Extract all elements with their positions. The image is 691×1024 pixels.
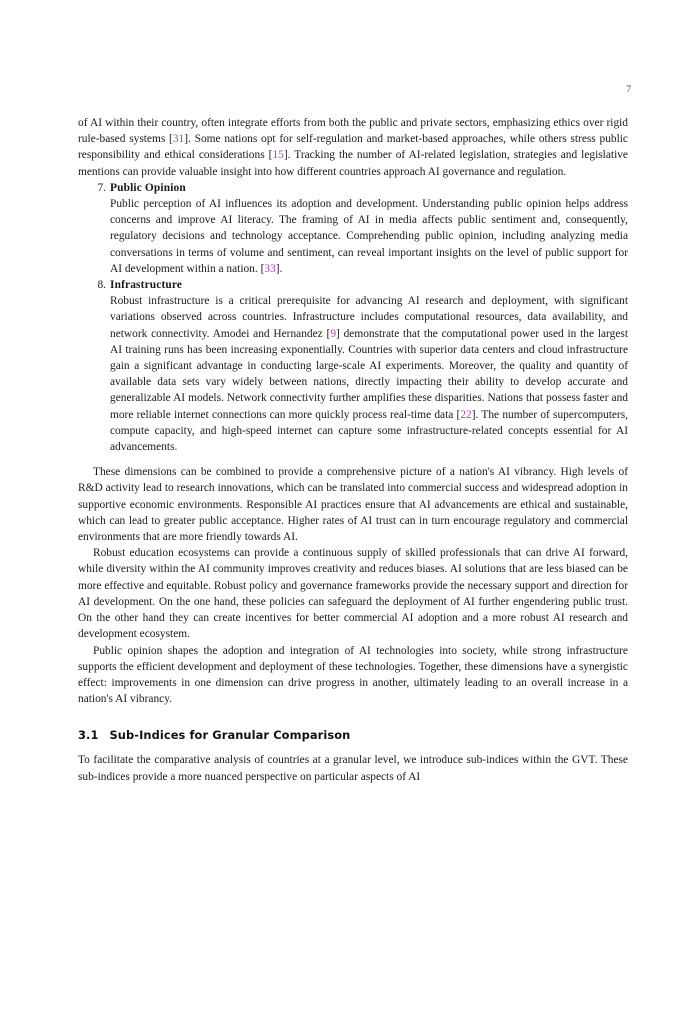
continued-text-part-2: . Some nations opt for self-regulation and market-based approaches, while others stress public responsibility and ethical considerations bbox=[78, 133, 628, 162]
spacer bbox=[78, 707, 628, 727]
continued-text-part-1: of AI within their country, often integrate efforts from both the public and private sectors, emphasizing ethics over rigid rule-based systems bbox=[78, 117, 628, 146]
citation-number: 22 bbox=[460, 408, 472, 421]
list-item-title: Infrastructure bbox=[110, 279, 183, 292]
spacer bbox=[78, 743, 628, 752]
list-item-body bbox=[110, 293, 628, 455]
list-item-text-part-1: Public perception of AI influences its adoption and development. Understanding public opinion helps address concerns and improve AI literacy. The framing of AI in media affects public sentiment and, consequently, regulatory decisions and technology acceptance. Comprehending public opinion, including analyzing media conversations in terms of volume and sentiment, can reveal important insights on the level of public support for AI development within a nation. bbox=[110, 198, 628, 275]
list-item-infrastructure bbox=[78, 277, 628, 455]
paragraph-education-ecosystems: Robust education ecosystems can provide a continuous supply of skilled professionals that can drive AI forward, while diversity within the AI community improves creativity and reduces biases. AI solutions that are less biased can be more effective and equitable. Robust policy and governance frameworks provide the necessary support and direction for AI development. On the one hand, these policies can safeguard the deployment of AI further engendering public trust. On the other hand they can create incentives for better commercial AI adoption and a more robust AI research and development ecosystem. bbox=[78, 547, 628, 641]
list-item-number: 8. bbox=[97, 279, 106, 292]
list-item-title: Public Opinion bbox=[110, 181, 186, 194]
citation-number: 31 bbox=[172, 133, 185, 146]
citation-number: 33 bbox=[264, 262, 276, 275]
continued-paragraph bbox=[78, 115, 628, 180]
list-item-text-part-1: Robust infrastructure is a critical prerequisite for advancing AI research and deployment, with significant variations observed across countries. Infrastructure includes computational resources, data availability, and network connectivity. Amodei and Hernandez bbox=[110, 295, 628, 340]
list-item-text-part-3: . The number of supercomputers, compute capacity, and high-speed internet can capture some infrastructure-related concepts essential for AI advancements. bbox=[110, 408, 629, 454]
spacer bbox=[78, 455, 628, 464]
paragraph-closing: To facilitate the comparative analysis of countries at a granular level, we introduce sub-indices within the GVT. These sub-indices provide a more nuanced perspective on particular aspects of AI bbox=[78, 754, 628, 783]
citation-31[interactable]: [31] bbox=[169, 133, 189, 146]
paragraph-public-opinion-shapes: Public opinion shapes the adoption and integration of AI technologies into society, while strong infrastructure supports the efficient development and deployment of these technologies. Together, these dimensions have a synergistic effect: improvements in one dimension can drive progress in another, ultimately leading to an overall increase in a nation's AI vibrancy. bbox=[78, 644, 628, 706]
continued-text-part-3: . Tracking the number of AI-related legislation, strategies and legislative mentions can provide valuable insight into how different countries approach AI governance and regulation. bbox=[78, 149, 628, 178]
text-column bbox=[78, 115, 628, 785]
list-item-number: 7. bbox=[97, 181, 106, 194]
section-number: 3.1 bbox=[78, 728, 99, 743]
list-item-text-part-2: demonstrate that the computational power used in the largest AI training runs has been increasing exponentially. Countries with superior data centers and cloud infrastructure gain a significant advantage in conducting large-scale AI experiments. Moreover, the quality and quantity of available data sets vary widely between nations, directly impacting their ability to develop accurate and generalizable AI models. Network connectivity further amplifies these disparities. Nations that possess faster and more reliable internet connections can more quickly process real-time data bbox=[110, 327, 628, 421]
citation-number: 9 bbox=[330, 327, 337, 340]
dimensions-list bbox=[78, 180, 628, 455]
section-title: Sub-Indices for Granular Comparison bbox=[109, 728, 351, 743]
list-item-text-part-2: . bbox=[279, 262, 283, 275]
section-heading-sub-indices bbox=[78, 727, 628, 743]
list-item-public-opinion bbox=[78, 180, 628, 277]
citation-number: 15 bbox=[272, 149, 284, 162]
citation-9[interactable]: [9] bbox=[326, 327, 340, 340]
page-number: 7 bbox=[626, 85, 631, 95]
citation-22[interactable]: [22] bbox=[456, 408, 476, 421]
citation-15[interactable]: [15] bbox=[268, 149, 288, 162]
list-item-body bbox=[110, 196, 628, 277]
citation-33[interactable]: [33] bbox=[260, 262, 280, 275]
paragraph-dimensions-combined: These dimensions can be combined to provide a comprehensive picture of a nation's AI vibrancy. High levels of R&D activity lead to research innovations, which can be translated into commercial success and widespread adoption in supportive economic environments. Responsible AI practices ensure that AI advancements are ethical and sustainable, which can lead to greater public acceptance. Higher rates of AI trust can in turn encourage regulatory and commercial environments that are more friendly towards AI. bbox=[78, 466, 628, 544]
